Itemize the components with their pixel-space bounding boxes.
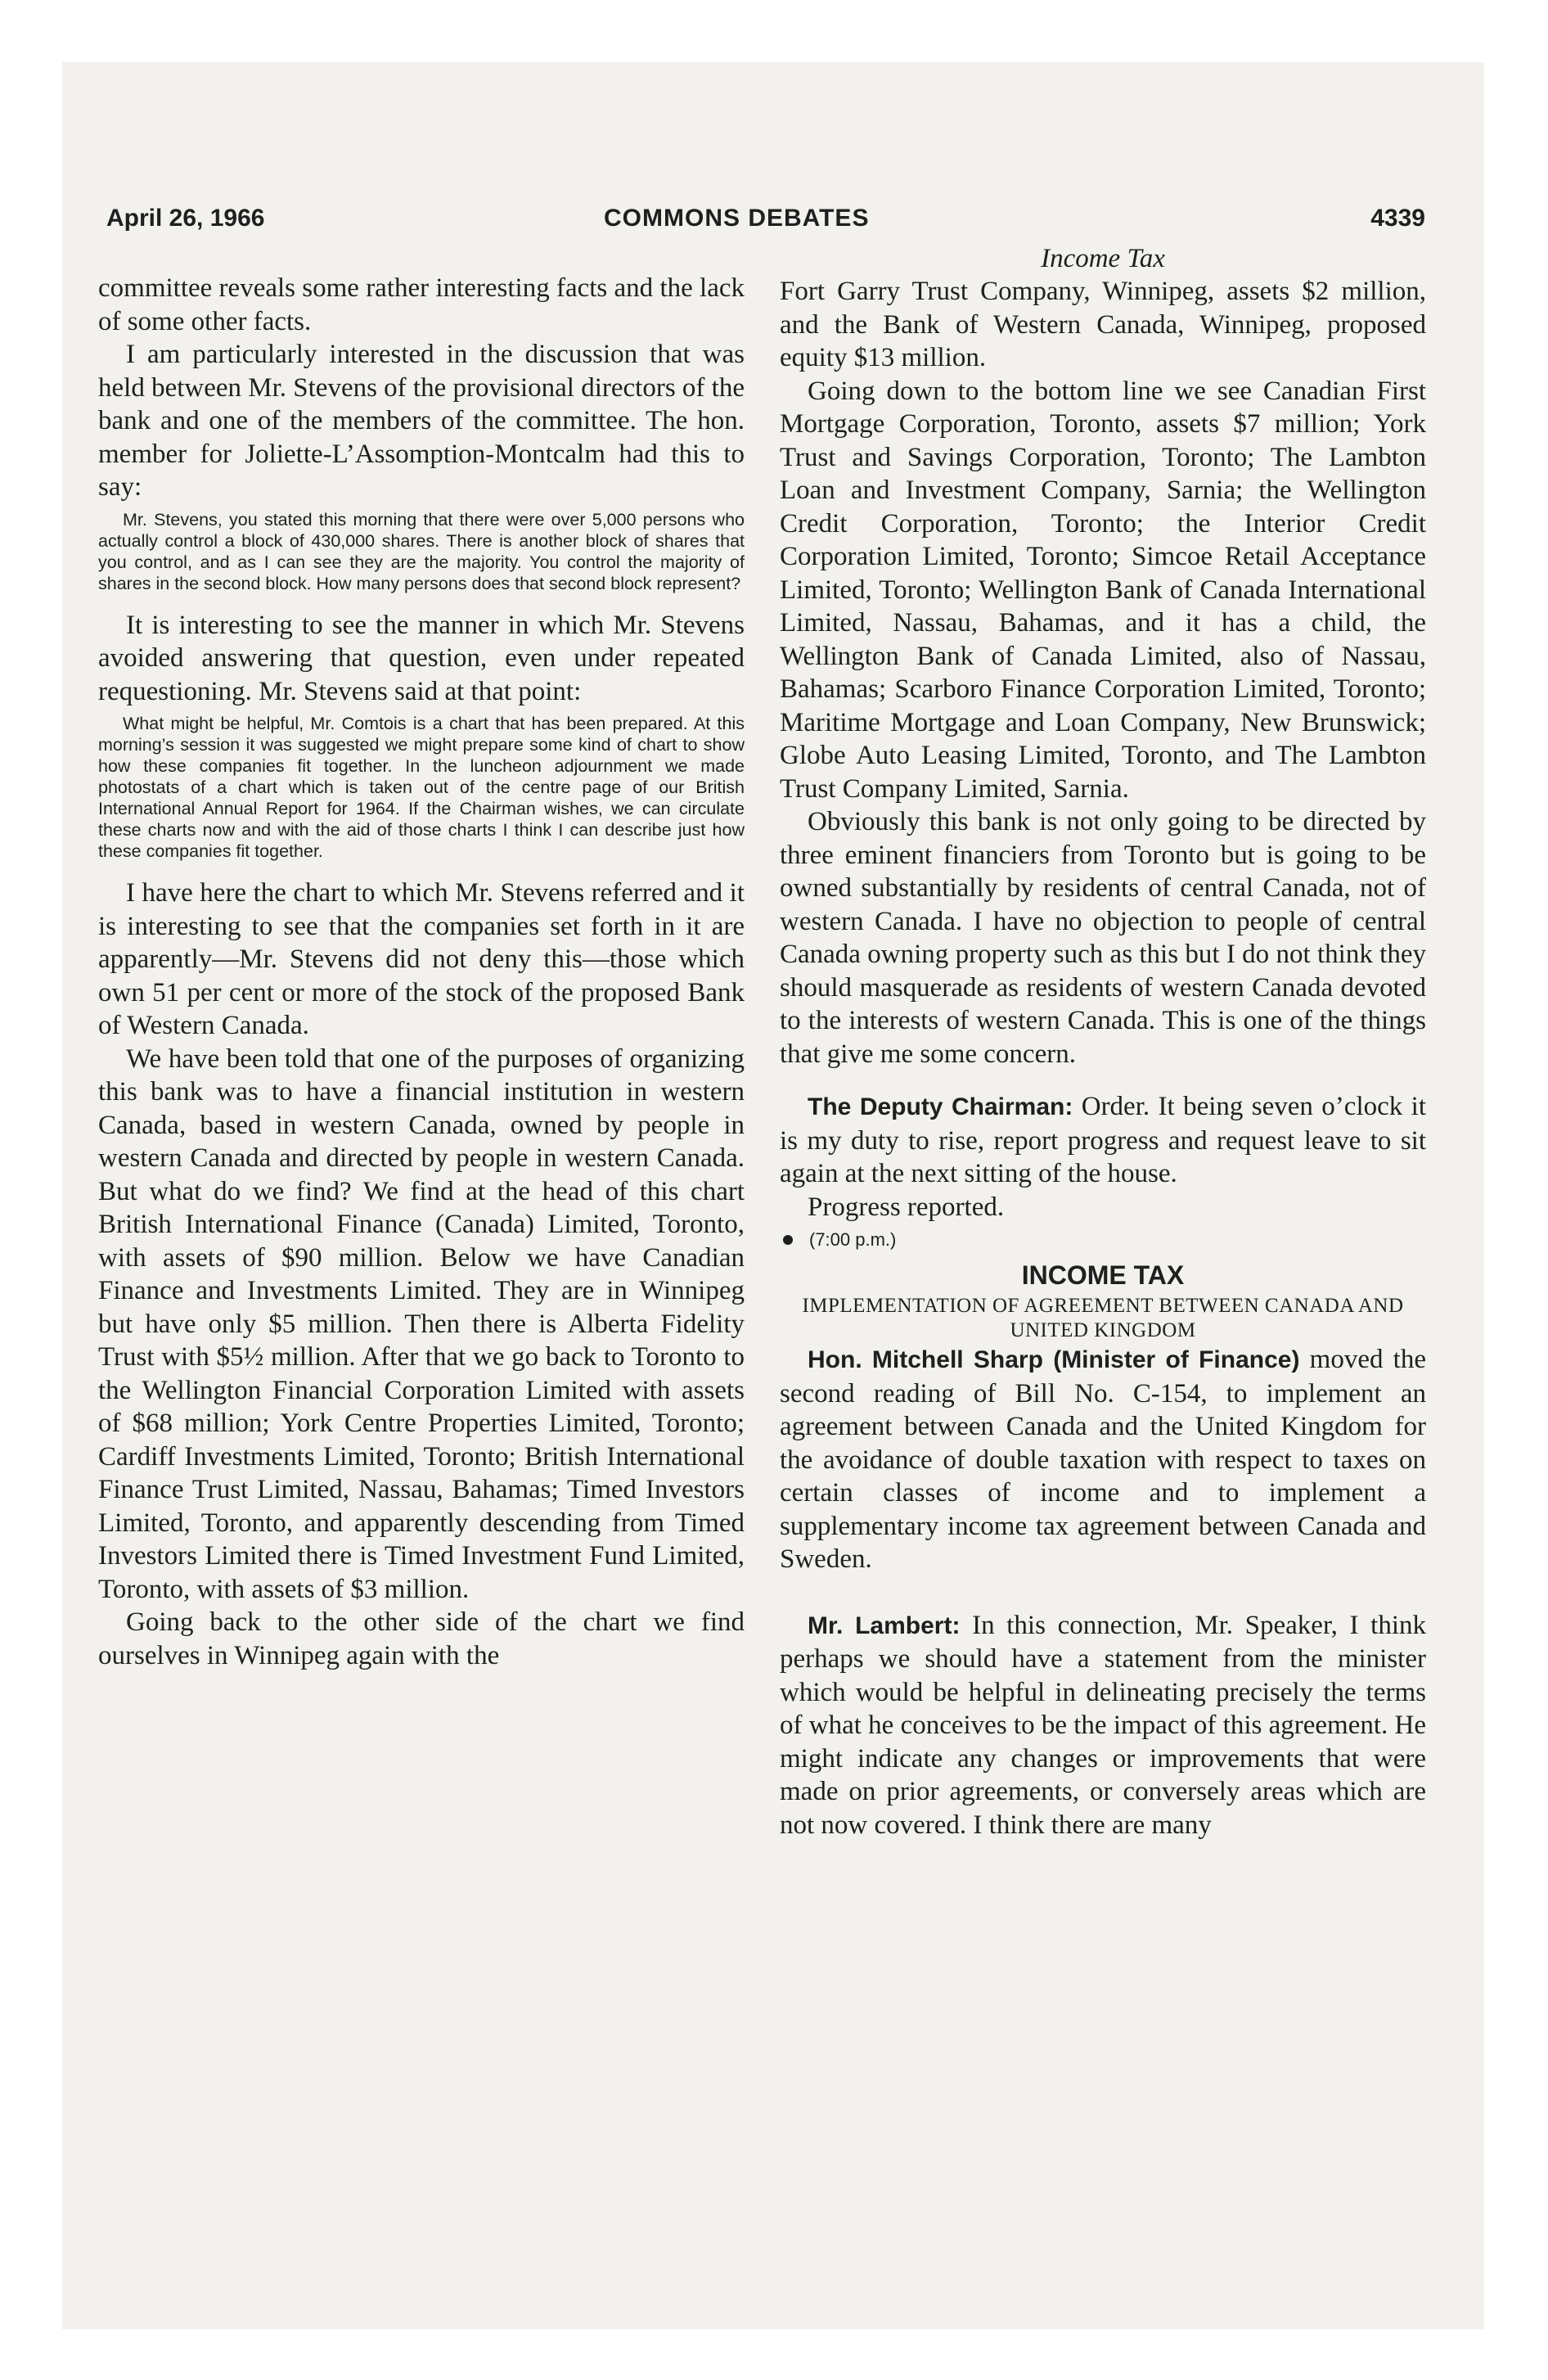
left-paragraph-5: We have been told that one of the purposes of organizing this bank was to have a financial institution in western Canada, based in western Canada, owned by people in western Canada and directed by people in western Canada. But what do we find? We find at the head of this chart British International Finance (Canada) Limited, Toronto, with assets of $90 million. Below we have Canadian Finance and Investments Limited. They are in Winnipeg but have only $5 million. Then there is Alberta Fidelity Trust with $5½ million. After that we go back to Toronto to the Wellington Financial Corporation Limited with assets of $68 million; York Centre Properties Limited, Toronto; Cardiff Investments Limited, Toronto; British International Finance Trust Limited, Nassau, Bahamas; Timed Investors Limited, Toronto, and apparently descending from Timed Investors Limited there is Timed Investment Fund Limited, Toronto, with assets of $3 million. <box>98 1044 745 1604</box>
sharp-text: moved the second reading of Bill No. C-154, to implement an agreement between Canada and the United Kingdom for the avoidance of double taxation with respect to taxes on certain classes of income and to implement a supplementary income tax agreement between Canada and Sweden. <box>780 1345 1426 1574</box>
lambert-text: In this connection, Mr. Speaker, I think perhaps we should have a statement from the minister which would be helpful in delineating precisely the terms of what he conceives to be the impact of this agreement. He might indicate any changes or improvements that were made on prior agreements, or conversely areas which are not now covered. I think there are many <box>780 1610 1427 1840</box>
left-paragraph-3: It is interesting to see the manner in which Mr. Stevens avoided answering that question, even under repeated requestioning. Mr. Stevens said at that point: <box>98 610 745 706</box>
bullet-icon <box>783 1235 793 1245</box>
left-quote-1: Mr. Stevens, you stated this morning that there were over 5,000 persons who actually control a block of 430,000 shares. There is another block of shares that you control, and as I can see they are the majority. You control the majority of shares in the second block. How many persons does that second block represent? <box>98 509 745 593</box>
left-quote-2: What might be helpful, Mr. Comtois is a chart that has been prepared. At this morning’s session it was suggested we might prepare some kind of chart to show how these companies fit together. In the luncheon adjournment we made photostats of a chart which is taken out of the centre page of our British International Annual Report for 1964. If the Chairman wishes, we can circulate these charts now and with the aid of those charts I think I can describe just how these companies fit together. <box>98 714 745 861</box>
lambert-remark <box>780 1609 1426 1842</box>
left-paragraph-1: committee reveals some rather interesting facts and the lack of some other facts. <box>98 273 745 336</box>
deputy-chairman-remark <box>780 1090 1426 1191</box>
right-paragraph-2: Going down to the bottom line we see Canadian First Mortgage Corporation, Toronto, assets $7 million; York Trust and Savings Corporation, Toronto; The Lambton Loan and Investment Company, Sarnia; the Wellington Credit Corporation, Toronto; the Interior Credit Corporation Limited, Toronto; Simcoe Retail Acceptance Limited, Toronto; Wellington Bank of Canada International Limited, Nassau, Bahamas, and it has a child, the Wellington Bank of Canada Limited, also of Nassau, Bahamas; Scarboro Finance Corporation Limited, Toronto; Maritime Mortgage and Loan Company, New Brunswick; Globe Auto Leasing Limited, Toronto, and The Lambton Trust Company Limited, Sarnia. <box>780 376 1426 804</box>
left-paragraph-6: Going back to the other side of the chart we find ourselves in Winnipeg again with the <box>98 1607 745 1670</box>
right-column <box>780 242 1426 1841</box>
speaker-name: Hon. Mitchell Sharp (Minister of Finance) <box>808 1346 1300 1373</box>
speaker-name: The Deputy Chairman: <box>808 1093 1073 1120</box>
right-paragraph-3: Obviously this bank is not only going to be directed by three eminent financiers from Toronto but is going to be owned substantially by residents of central Canada, not of western Canada. I have no objection to people of central Canada owning property such as this but I do not think they should masquerade as residents of western Canada devoted to the interests of western Canada. This is one of the things that give me some concern. <box>780 807 1426 1069</box>
time-marker <box>780 1224 1426 1256</box>
right-paragraph-1: Fort Garry Trust Company, Winnipeg, assets $2 million, and the Bank of Western Canada, Winnipeg, proposed equity $13 million. <box>780 277 1426 372</box>
item-title: INCOME TAX <box>1021 1260 1185 1290</box>
page-header <box>106 205 1425 241</box>
time-text: (7:00 p.m.) <box>809 1229 897 1250</box>
item-subtitle: IMPLEMENTATION OF AGREEMENT BETWEEN CANADA AND UNITED KINGDOM <box>802 1295 1404 1341</box>
left-column <box>98 272 745 1672</box>
sharp-remark <box>780 1343 1426 1576</box>
header-date: April 26, 1966 <box>106 205 265 232</box>
left-paragraph-4: I have here the chart to which Mr. Stevens referred and it is interesting to see that the companies set forth in it are apparently—Mr. Stevens did not deny this—those which own 51 per cent or more of the stock of the proposed Bank of Western Canada. <box>98 878 745 1040</box>
section-heading: Income Tax <box>1041 244 1165 273</box>
header-publication: COMMONS DEBATES <box>604 205 870 232</box>
speaker-name: Mr. Lambert: <box>808 1611 961 1639</box>
deputy-chairman-text: Order. It being seven o’clock it is my duty to rise, report progress and request leave to sit again at the next sitting of the house. <box>780 1092 1426 1188</box>
left-paragraph-2: I am particularly interested in the discussion that was held between Mr. Stevens of the provisional directors of the bank and one of the members of the committee. The hon. member for Joliette-L’Assomption-Montcalm had this to say: <box>98 340 745 502</box>
progress-reported: Progress reported. <box>808 1192 1005 1222</box>
header-page-number: 4339 <box>1370 205 1425 232</box>
